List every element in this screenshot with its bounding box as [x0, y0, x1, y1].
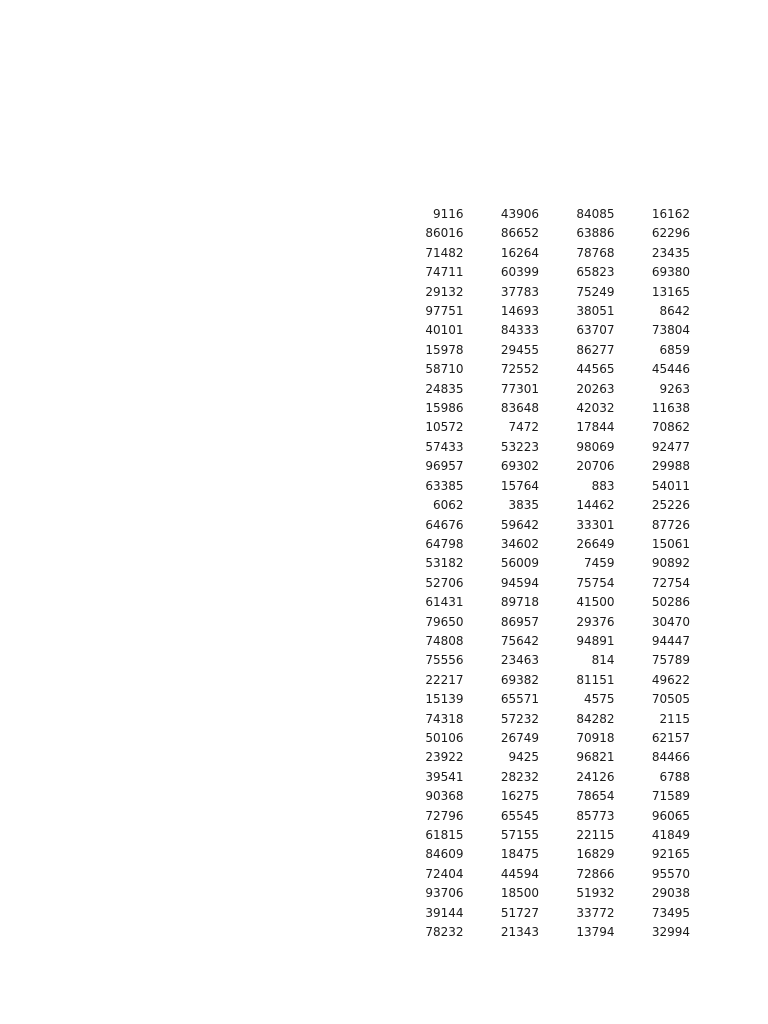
table-cell: 57433 — [425, 439, 464, 454]
table-cell: 61431 — [425, 595, 464, 610]
table-cell: 85773 — [576, 808, 615, 823]
table-row — [389, 341, 691, 360]
table-cell: 75556 — [425, 653, 464, 668]
table-cell: 62157 — [651, 730, 690, 745]
table-cell: 60399 — [500, 265, 539, 280]
table-cell: 93706 — [425, 886, 464, 901]
table-cell: 53223 — [500, 439, 539, 454]
table-cell: 63707 — [576, 323, 615, 338]
table-cell: 84085 — [576, 207, 615, 221]
table-cell: 14462 — [576, 498, 615, 513]
table-cell: 70918 — [576, 730, 615, 745]
table-cell: 96821 — [576, 750, 615, 765]
table-cell: 16275 — [500, 789, 539, 804]
table-cell: 94891 — [576, 633, 615, 648]
table-cell: 24126 — [576, 769, 615, 784]
table-cell: 54011 — [651, 478, 690, 493]
table-row — [389, 302, 691, 321]
table-cell: 81151 — [576, 672, 615, 687]
table-row — [389, 516, 691, 535]
table-cell: 71482 — [425, 245, 464, 260]
table-cell: 53182 — [425, 556, 464, 571]
table-cell: 33772 — [576, 905, 615, 920]
table-cell: 7472 — [508, 420, 539, 435]
table-row — [389, 904, 691, 923]
table-cell: 90368 — [425, 789, 464, 804]
table-row — [389, 923, 691, 942]
table-cell: 8642 — [659, 304, 690, 319]
table-cell: 11638 — [651, 401, 690, 416]
table-cell: 70862 — [651, 420, 690, 435]
table-row — [389, 535, 691, 554]
table-cell: 29988 — [651, 459, 690, 474]
table-cell: 59642 — [500, 517, 539, 532]
table-cell: 86277 — [576, 342, 615, 357]
table-cell: 89718 — [500, 595, 539, 610]
table-cell: 50106 — [425, 730, 464, 745]
table-cell: 29455 — [500, 342, 539, 357]
table-cell: 883 — [591, 478, 615, 493]
table-cell: 49622 — [651, 672, 690, 687]
table-row — [389, 380, 691, 399]
table-row — [389, 632, 691, 651]
table-row — [389, 418, 691, 437]
table-row — [389, 690, 691, 709]
table-row — [389, 554, 691, 573]
table-cell: 37783 — [500, 284, 539, 299]
table-cell: 64798 — [425, 536, 464, 551]
table-cell: 86957 — [500, 614, 539, 629]
table-row — [389, 205, 691, 224]
table-row — [389, 399, 691, 418]
table-cell: 42032 — [576, 401, 615, 416]
table-row — [389, 593, 691, 612]
number-table-body — [389, 205, 691, 942]
table-cell: 13165 — [651, 284, 690, 299]
table-cell: 65545 — [500, 808, 539, 823]
table-cell: 78768 — [576, 245, 615, 260]
table-cell: 16829 — [576, 847, 615, 862]
table-cell: 69380 — [651, 265, 690, 280]
table-cell: 95570 — [651, 866, 690, 881]
table-cell: 39144 — [425, 905, 464, 920]
table-cell: 75249 — [576, 284, 615, 299]
table-cell: 7459 — [583, 556, 615, 571]
table-cell: 75789 — [651, 653, 690, 668]
table-cell: 34602 — [500, 536, 539, 551]
table-cell: 9116 — [432, 207, 464, 221]
table-cell: 74711 — [425, 265, 464, 280]
table-row — [389, 283, 691, 302]
table-cell: 51932 — [576, 886, 615, 901]
table-row — [389, 768, 691, 787]
table-cell: 75754 — [576, 575, 615, 590]
table-cell: 6788 — [659, 769, 690, 784]
table-cell: 26649 — [576, 536, 615, 551]
table-cell: 94594 — [500, 575, 539, 590]
table-row — [389, 884, 691, 903]
table-cell: 84333 — [500, 323, 539, 338]
table-row — [389, 321, 691, 340]
table-cell: 28232 — [500, 769, 539, 784]
table-row — [389, 729, 691, 748]
table-cell: 814 — [591, 653, 615, 668]
table-row — [389, 651, 691, 670]
number-table — [389, 205, 691, 942]
table-cell: 86016 — [425, 226, 464, 241]
table-cell: 22115 — [576, 828, 615, 842]
table-cell: 72796 — [425, 808, 464, 823]
table-cell: 63886 — [576, 226, 615, 241]
table-cell: 56009 — [500, 556, 539, 571]
table-cell: 51727 — [500, 905, 539, 920]
table-cell: 23435 — [651, 245, 690, 260]
table-cell: 20263 — [576, 381, 615, 396]
table-cell: 16264 — [500, 245, 539, 260]
table-cell: 70505 — [651, 692, 690, 707]
table-row — [389, 671, 691, 690]
table-cell: 2115 — [659, 711, 690, 726]
table-cell: 39541 — [425, 769, 464, 784]
table-cell: 97751 — [425, 304, 464, 319]
table-cell: 58710 — [425, 362, 464, 377]
table-cell: 13794 — [576, 925, 615, 940]
table-cell: 22217 — [425, 672, 464, 687]
table-cell: 94447 — [651, 633, 690, 648]
table-cell: 15978 — [425, 342, 464, 357]
table-cell: 63385 — [425, 478, 464, 493]
table-cell: 78232 — [425, 925, 464, 940]
table-cell: 72404 — [425, 866, 464, 881]
table-cell: 72754 — [651, 575, 690, 590]
table-cell: 14693 — [500, 304, 539, 319]
table-cell: 15986 — [425, 401, 464, 416]
table-cell: 15139 — [425, 692, 464, 707]
table-cell: 69302 — [500, 459, 539, 474]
table-cell: 78654 — [576, 789, 615, 804]
table-cell: 45446 — [651, 362, 690, 377]
table-cell: 15061 — [651, 536, 690, 551]
table-cell: 72552 — [500, 362, 539, 377]
table-cell: 3835 — [508, 498, 539, 513]
table-cell: 4575 — [583, 692, 615, 707]
table-cell: 26749 — [500, 730, 539, 745]
table-cell: 64676 — [425, 517, 464, 532]
table-cell: 84282 — [576, 711, 615, 726]
table-cell: 10572 — [425, 420, 464, 435]
table-cell: 98069 — [576, 439, 615, 454]
table-cell: 50286 — [651, 595, 690, 610]
table-cell: 86652 — [500, 226, 539, 241]
table-row — [389, 457, 691, 476]
table-cell: 23463 — [500, 653, 539, 668]
table-cell: 62296 — [651, 226, 690, 241]
table-cell: 75642 — [500, 633, 539, 648]
table-cell: 73804 — [651, 323, 690, 338]
table-row — [389, 845, 691, 864]
table-row — [389, 438, 691, 457]
table-cell: 6859 — [659, 342, 690, 357]
table-row — [389, 477, 691, 496]
table-cell: 84609 — [425, 847, 464, 862]
table-cell: 57232 — [500, 711, 539, 726]
table-row — [389, 807, 691, 826]
table-cell: 69382 — [500, 672, 539, 687]
table-cell: 40101 — [425, 323, 464, 338]
table-cell: 84466 — [651, 750, 690, 765]
table-row — [389, 496, 691, 515]
table-cell: 90892 — [651, 556, 690, 571]
table-row — [389, 748, 691, 767]
table-cell: 74808 — [425, 633, 464, 648]
table-cell: 77301 — [500, 381, 539, 396]
table-cell: 44594 — [500, 866, 539, 881]
table-cell: 21343 — [500, 925, 539, 940]
table-cell: 29376 — [576, 614, 615, 629]
table-cell: 52706 — [425, 575, 464, 590]
table-cell: 29038 — [651, 886, 690, 901]
table-cell: 92477 — [651, 439, 690, 454]
table-cell: 73495 — [651, 905, 690, 920]
table-row — [389, 613, 691, 632]
table-cell: 41500 — [576, 595, 615, 610]
table-cell: 57155 — [500, 828, 539, 842]
table-cell: 96957 — [425, 459, 464, 474]
table-cell: 43906 — [500, 207, 539, 221]
table-cell: 83648 — [500, 401, 539, 416]
table-cell: 71589 — [651, 789, 690, 804]
table-cell: 20706 — [576, 459, 615, 474]
table-row — [389, 865, 691, 884]
table-cell: 65571 — [500, 692, 539, 707]
table-cell: 15764 — [500, 478, 539, 493]
table-cell: 25226 — [651, 498, 690, 513]
table-cell: 17844 — [576, 420, 615, 435]
table-cell: 92165 — [651, 847, 690, 862]
table-cell: 87726 — [651, 517, 690, 532]
table-cell: 18475 — [500, 847, 539, 862]
table-cell: 38051 — [576, 304, 615, 319]
table-cell: 32994 — [651, 925, 690, 940]
table-cell: 33301 — [576, 517, 615, 532]
table-cell: 30470 — [651, 614, 690, 629]
table-row — [389, 787, 691, 806]
table-cell: 72866 — [576, 866, 615, 881]
table-row — [389, 574, 691, 593]
table-cell: 44565 — [576, 362, 615, 377]
table-cell: 79650 — [425, 614, 464, 629]
table-cell: 74318 — [425, 711, 464, 726]
table-cell: 61815 — [425, 828, 464, 842]
table-row — [389, 360, 691, 379]
table-cell: 18500 — [500, 886, 539, 901]
table-cell: 29132 — [425, 284, 464, 299]
table-row — [389, 224, 691, 243]
table-cell: 23922 — [425, 750, 464, 765]
table-cell: 65823 — [576, 265, 615, 280]
table-cell: 9425 — [508, 750, 539, 765]
table-cell: 24835 — [425, 381, 464, 396]
table-cell: 16162 — [651, 207, 690, 221]
table-row — [389, 263, 691, 282]
table-cell: 9263 — [659, 381, 690, 396]
table-cell: 96065 — [651, 808, 690, 823]
table-cell: 6062 — [432, 498, 464, 513]
table-cell: 41849 — [651, 828, 690, 842]
table-row — [389, 244, 691, 263]
table-row — [389, 710, 691, 729]
table-row — [389, 826, 691, 845]
